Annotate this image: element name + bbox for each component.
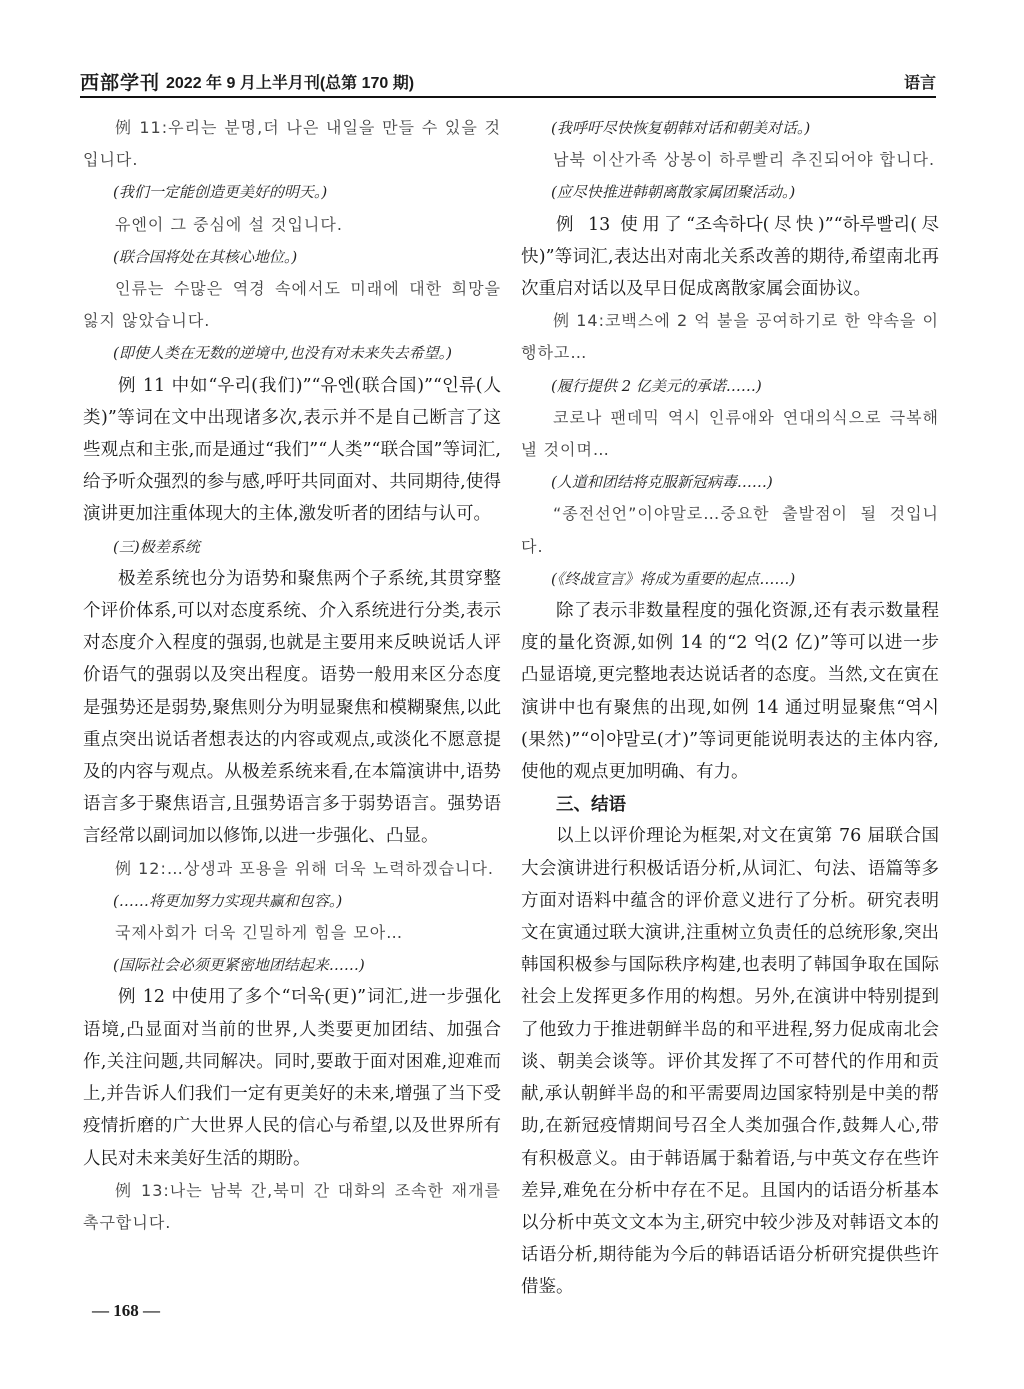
paragraph: 除了表示非数量程度的强化资源,还有表示数量程度的量化资源,如例 14 的“2 억(2 亿)”等可以进一步凸显语境,更完整地表达说话者的态度。当然,文在寅在演讲中也有聚焦的出现,如例 14 通过明显聚焦“역시(果然)”“이야말로(才)”等词更能说明表达的主体内容,使他的观点更加明确、有力。: [521, 601, 939, 783]
paragraph: (人道和团结将克服新冠病毒……): [551, 473, 773, 492]
paragraph: 例 11 中如“우리(我们)”“유엔(联合国)”“인류(人类)”等词在文中出现诸多次,表示并不是自己断言了这些观点和主张,而是通过“我们”“人类”“联合国”等词汇,给予听众强烈的参与感,呼吁共同面对、共同期待,使得演讲更加注重体现大的主体,激发听者的团结与认可。: [83, 375, 501, 525]
issue-info: 2022 年 9 月上半月刊(总第 170 期): [166, 75, 415, 92]
left-column: [83, 112, 501, 1239]
running-header: [80, 66, 936, 98]
page-number: — 168 —: [92, 1301, 160, 1320]
paragraph: 例 13:나는 남북 간,북미 간 대화의 조속한 재개를 촉구합니다.: [83, 1180, 501, 1232]
paragraph: (我们一定能创造更美好的明天。): [113, 183, 328, 202]
paragraph: (履行提供 2 亿美元的承诺……): [551, 376, 762, 395]
paragraph: “종전선언”이야말로…중요한 출발점이 될 것입니다.: [521, 504, 939, 556]
paragraph: 국제사회가 더욱 긴밀하게 힘을 모아…: [115, 923, 404, 943]
paragraph: (联合国将处在其核心地位。): [113, 247, 298, 266]
paragraph: 例 12:…상생과 포용을 위해 더욱 노력하겠습니다.: [115, 858, 495, 878]
journal-name: 西部学刊: [80, 73, 161, 94]
paragraph: 以上以评价理论为框架,对文在寅第 76 届联合国大会演讲进行积极话语分析,从词汇、句法、语篇等多方面对语料中蕴含的评价意义进行了分析。研究表明文在寅通过联大演讲,注重树立负责任的总统形象,突出韩国积极参与国际秩序构建,也表明了韩国争取在国际社会上发挥更多作用的构想。另外,在演讲中特别提到了他致力于推进朝鲜半岛的和平进程,努力促成南北会谈、朝美会谈等。评价其发挥了不可替代的作用和贡献,承认朝鲜半岛的和平需要周边国家特别是中美的帮助,在新冠疫情期间号召全人类加强合作,鼓舞人心,带有积极意义。由于韩语属于黏着语,与中英文存在些许差异,难免在分析中存在不足。且国内的话语分析基本以分析中英文文本为主,研究中较少涉及对韩语文本的话语分析,期待能为今后的韩语话语分析研究提供些许借鉴。: [521, 826, 939, 1298]
paragraph: 유엔이 그 중심에 설 것입니다.: [115, 214, 343, 234]
paragraph: 例 13 使用了“조속하다(尽快)”“하루빨리(尽快)”等词汇,表达出对南北关系改善的期待,希望南北再次重启对话以及早日促成离散家属会面协议。: [521, 214, 939, 300]
paragraph: 例 11:우리는 분명,더 나은 내일을 만들 수 있을 것입니다.: [83, 118, 501, 170]
paragraph: (我呼吁尽快恢复朝韩对话和朝美对话。): [551, 119, 811, 137]
paragraph: 例 14:코백스에 2 억 불을 공여하기로 한 약속을 이행하고…: [521, 311, 939, 363]
paragraph: (……将更加努力实现共赢和包容。): [113, 891, 343, 910]
paragraph: (国际社会必须更紧密地团结起来……): [113, 956, 365, 975]
section-label: 语言: [903, 75, 936, 92]
right-column: [521, 112, 939, 1304]
paragraph: 极差系统也分为语势和聚焦两个子系统,其贯穿整个评价体系,可以对态度系统、介入系统进行分类,表示对态度介入程度的强弱,也就是主要用来反映说话人评价语气的强弱以及突出程度。语势一般用来区分态度是强势还是弱势,聚焦则分为明显聚焦和模糊聚焦,以此重点突出说话者想表达的内容或观点,或淡化不愿意提及的内容与观点。从极差系统来看,在本篇演讲中,语势语言多于聚焦语言,且强势语言多于弱势语言。强势语言经常以副词加以修饰,以进一步强化、凸显。: [83, 568, 501, 847]
paragraph: (《终战宣言》将成为重要的起点……): [551, 569, 796, 588]
paragraph: 인류는 수많은 역경 속에서도 미래에 대한 희망을 잃지 않았습니다.: [83, 279, 501, 331]
paragraph: (即使人类在无数的逆境中,也没有对未来失去希望。): [113, 344, 452, 363]
paragraph: (三)极差系统: [113, 537, 200, 556]
paragraph: 三、结语: [556, 794, 626, 815]
paragraph: 코로나 팬데믹 역시 인류애와 연대의식으로 극복해낼 것이며…: [521, 407, 939, 460]
paragraph: (应尽快推进韩朝离散家属团聚活动。): [551, 183, 796, 202]
paragraph: 남북 이산가족 상봉이 하루빨리 추진되어야 합니다.: [553, 150, 936, 170]
paragraph: 例 12 中使用了多个“더욱(更)”词汇,进一步强化语境,凸显面对当前的世界,人类要更加团结、加强合作,关注问题,共同解决。同时,要敢于面对困难,迎难而上,并告诉人们我们一定有更美好的未来,增强了当下受疫情折磨的广大世界人民的信心与希望,以及世界所有人民对未来美好生活的期盼。: [83, 987, 501, 1169]
